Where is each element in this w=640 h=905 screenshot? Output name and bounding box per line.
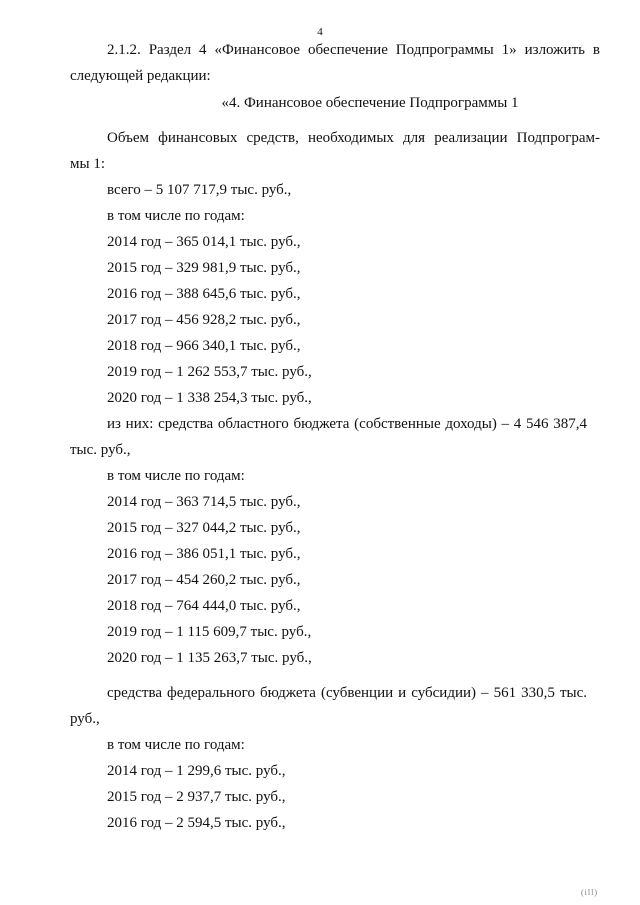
total-amount: всего – 5 107 717,9 тыс. руб., <box>107 182 292 198</box>
federal-budget-line-2: руб., <box>70 711 100 727</box>
total-year-item: 2017 год – 456 928,2 тыс. руб., <box>107 312 301 328</box>
regional-year-item: 2019 год – 1 115 609,7 тыс. руб., <box>107 624 312 640</box>
federal-year-item: 2015 год – 2 937,7 тыс. руб., <box>107 789 286 805</box>
section-heading: «4. Финансовое обеспечение Подпрограммы 1 <box>221 95 519 111</box>
total-year-item: 2016 год – 388 645,6 тыс. руб., <box>107 286 301 302</box>
total-year-item: 2015 год – 329 981,9 тыс. руб., <box>107 260 301 276</box>
total-year-item: 2020 год – 1 338 254,3 тыс. руб., <box>107 390 312 406</box>
volume-line-2: мы 1: <box>70 156 105 172</box>
federal-year-item: 2016 год – 2 594,5 тыс. руб., <box>107 815 286 831</box>
regional-budget-line-2: тыс. руб., <box>70 442 131 458</box>
total-year-item: 2018 год – 966 340,1 тыс. руб., <box>107 338 301 354</box>
by-years-label: в том числе по годам: <box>107 208 245 224</box>
regional-year-item: 2017 год – 454 260,2 тыс. руб., <box>107 572 301 588</box>
total-year-item: 2014 год – 365 014,1 тыс. руб., <box>107 234 301 250</box>
regional-year-item: 2018 год – 764 444,0 тыс. руб., <box>107 598 301 614</box>
intro-line-1: 2.1.2. Раздел 4 «Финансовое обеспечение Подпрограммы 1» изложить в <box>107 42 600 58</box>
footer-mark: (ill) <box>581 888 598 897</box>
intro-line-2: следующей редакции: <box>70 68 211 84</box>
regional-year-item: 2016 год – 386 051,1 тыс. руб., <box>107 546 301 562</box>
federal-year-item: 2014 год – 1 299,6 тыс. руб., <box>107 763 286 779</box>
page-number: 4 <box>317 26 323 38</box>
regional-year-item: 2015 год – 327 044,2 тыс. руб., <box>107 520 301 536</box>
by-years-label: в том числе по годам: <box>107 737 245 753</box>
regional-year-item: 2020 год – 1 135 263,7 тыс. руб., <box>107 650 312 666</box>
total-year-item: 2019 год – 1 262 553,7 тыс. руб., <box>107 364 312 380</box>
regional-budget-line-1: из них: средства областного бюджета (собственные доходы) – 4 546 387,4 <box>107 416 587 432</box>
federal-budget-line-1: средства федерального бюджета (субвенции и субсидии) – 561 330,5 тыс. <box>107 685 587 701</box>
regional-year-item: 2014 год – 363 714,5 тыс. руб., <box>107 494 301 510</box>
volume-line-1: Объем финансовых средств, необходимых для реализации Подпрограм- <box>107 130 600 146</box>
by-years-label: в том числе по годам: <box>107 468 245 484</box>
